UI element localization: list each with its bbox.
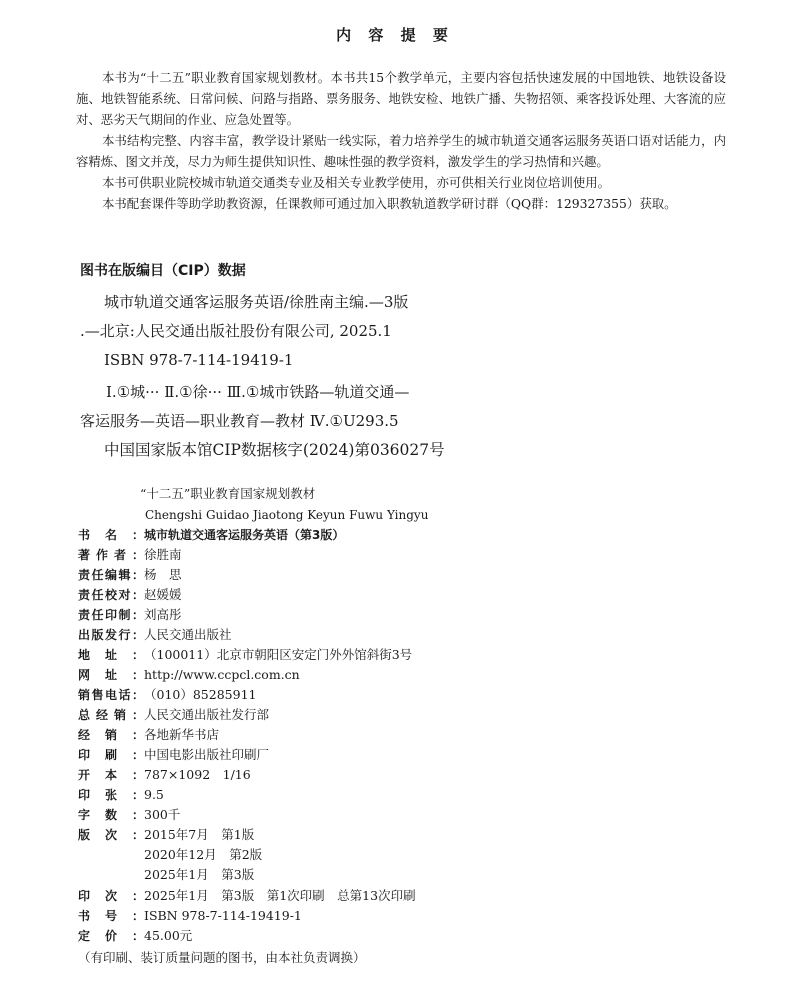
pinyin-title: Chengshi Guidao Jiaotong Keyun Fuwu Yingyu [145,508,429,522]
info-value: （010）85285911 [144,687,257,702]
abstract-paragraph: 本书为“十二五”职业教育国家规划教材。本书共15个教学单元，主要内容包括快速发展的中国地铁、地铁设备设施、地铁智能系统、日常问候、问路与指路、票务服务、地铁安检、地铁广播、失物招领、乘客投诉处理、大客流的应对、恶劣天气期间的作业、应急处置等。 [76,70,726,127]
cip-approval [80,436,510,465]
info-label: 责任编辑： [78,568,144,582]
info-value: http://www.ccpcl.com.cn [144,667,300,682]
info-value: （100011）北京市朝阳区安定门外外馆斜街3号 [144,647,413,662]
info-label: 总经销： [78,708,144,722]
info-label: 字数： [78,808,144,822]
info-value: 9.5 [144,787,164,802]
info-label: 印次： [78,889,144,903]
info-value: 中国电影出版社印刷厂 [144,747,270,762]
info-value: 45.00元 [144,928,193,943]
info-value: 杨 思 [144,567,182,582]
cip-classification-line: 客运服务—英语—职业教育—教材 Ⅳ.①U293.5 [80,412,399,430]
info-label: 印张： [78,788,144,802]
series-line: “十二五”职业教育国家规划教材 [140,486,316,501]
info-label: 出版发行： [78,628,144,642]
cip-approval-number: 中国国家版本馆CIP数据核字(2024)第036027号 [104,441,445,459]
quality-notice: （有印刷、装订质量问题的图书，由本社负责调换） [78,950,366,965]
info-label: 印刷： [78,748,144,762]
info-value: 赵媛媛 [144,587,182,602]
abstract-paragraph: 本书可供职业院校城市轨道交通类专业及相关专业教学使用，亦可供相关行业岗位培训使用。 [102,175,611,190]
info-value: 2025年1月 第3版 第1次印刷 总第13次印刷 [144,888,416,903]
info-label: 开本： [78,768,144,782]
info-label: 责任印制： [78,608,144,622]
info-value: 城市轨道交通客运服务英语（第3版） [144,528,345,542]
info-value: 人民交通出版社发行部 [144,707,270,722]
info-label: 地址： [78,648,144,662]
cip-classification-line: Ⅰ.①城··· Ⅱ.①徐··· Ⅲ.①城市铁路—轨道交通— [106,383,410,401]
info-label: 书号： [78,909,144,923]
info-value: 2015年7月 第1版 [144,827,255,842]
info-value: ISBN 978-7-114-19419-1 [144,908,302,923]
info-label: 经销： [78,728,144,742]
abstract-title: 内 容 提 要 [336,26,454,44]
abstract-body [76,67,726,214]
info-value: 300千 [144,807,181,822]
info-label: 版次： [78,828,144,842]
info-value: 人民交通出版社 [144,627,232,642]
info-label: 责任校对： [78,588,144,602]
cip-heading: 图书在版编目（CIP）数据 [80,263,246,279]
info-value: 2025年1月 第3版 [144,867,255,882]
cip-entry [80,288,510,375]
info-value: 787×1092 1/16 [144,767,251,782]
abstract-paragraph: 本书配套课件等助学助教资源，任课教师可通过加入职教轨道教学研讨群（QQ群：129327355）获取。 [102,196,677,211]
cip-entry-line: .—北京:人民交通出版社股份有限公司, 2025.1 [80,322,392,340]
info-value: 各地新华书店 [144,727,220,742]
info-value: 徐胜南 [144,547,182,562]
info-label: 销售电话： [78,688,144,702]
info-label: 定价： [78,929,144,943]
abstract-paragraph: 本书结构完整、内容丰富，教学设计紧贴一线实际，着力培养学生的城市轨道交通客运服务英语口语对话能力，内容精炼、图文并茂，尽力为师生提供知识性、趣味性强的教学资料，激发学生的学习热情和兴趣。 [76,133,726,169]
info-label: 书名： [78,528,144,542]
info-label: 著作者： [78,548,144,562]
info-label: 网址： [78,668,144,682]
cip-classification [80,378,510,436]
cip-entry-line: 城市轨道交通客运服务英语/徐胜南主编.—3版 [104,293,409,311]
cip-isbn-line: ISBN 978-7-114-19419-1 [104,351,294,369]
info-value: 刘高彤 [144,607,182,622]
info-value: 2020年12月 第2版 [144,847,263,862]
